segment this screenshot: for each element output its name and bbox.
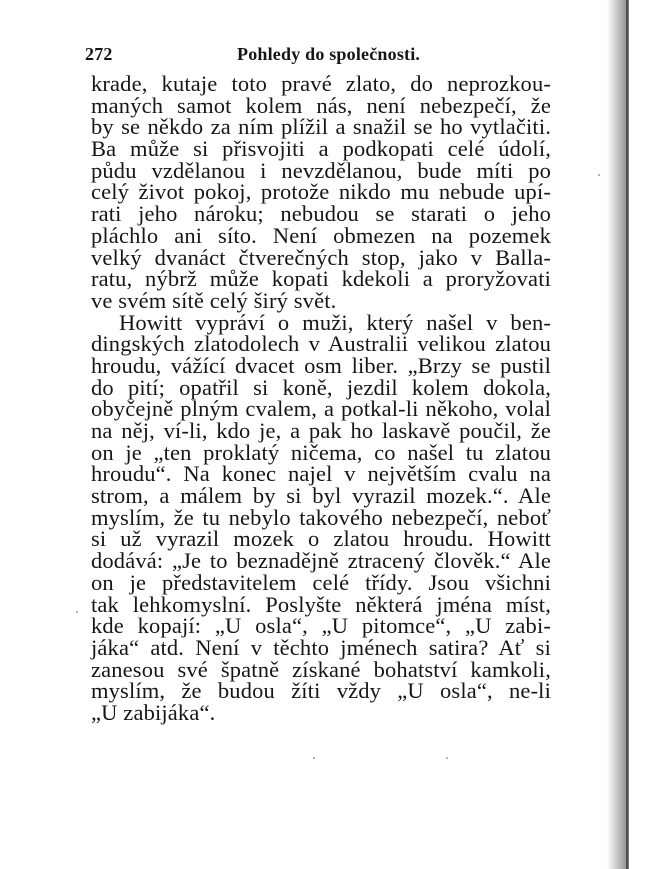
page-margin-right <box>629 0 649 869</box>
text-line: dodává: „Je to beznadějně ztracený člověk.“ Ale <box>91 548 551 574</box>
text-line: on je představitelem celé třídy. Jsou všichni <box>91 569 551 595</box>
text-line: na něj, ví-li, kdo je, a pak ho laskavě poučil, že <box>91 418 551 443</box>
text-line: krade, kutaje toto pravé zlato, do neprozkou- <box>91 71 551 96</box>
scan-speck <box>446 757 448 759</box>
text-line: myslím, že tu nebylo takového nebezpečí, neboť <box>91 504 551 530</box>
running-title: Pohledy do společnosti. <box>237 44 421 64</box>
text-line: půdu vzdělanou i nevzdělanou, bude míti po <box>91 157 551 183</box>
page-edge-line <box>626 0 628 869</box>
text-line: tak lehkomyslní. Poslyšte některá jména míst, <box>91 591 551 617</box>
scan-speck <box>76 611 78 613</box>
text-line: zanesou své špatně získané bohatství kamkoli, <box>91 656 551 682</box>
text-line: celý život pokoj, protože nikdo mu nebude upí- <box>91 179 551 205</box>
text-line: on je „ten proklatý ničema, co našel tu zlatou <box>91 439 551 465</box>
text-line: „U zabijáka“. <box>91 699 216 725</box>
text-line: by se někdo za ním plížil a snažil se ho vytlačiti. <box>91 114 551 140</box>
text-line: kde kopají: „U osla“, „U pitomce“, „U zabi- <box>91 613 551 639</box>
text-line: si už vyrazil mozek o zlatou hroudu. Howitt <box>91 526 551 552</box>
scan-speck <box>598 174 600 176</box>
text-line: pláchlo ani síto. Není obmezen na pozemek <box>91 222 551 248</box>
text-line: maných samot kolem nás, není nebezpečí, že <box>91 92 551 118</box>
text-line: hroudu, vážící dvacet osm liber. „Brzy se pustil <box>91 352 551 378</box>
text-line: hroudu“. Na konec najel v největším cvalu na <box>91 461 551 487</box>
text-line: obyčejně plným cvalem, a potkal-li někoho, volal <box>91 396 551 422</box>
paragraph-2 <box>91 309 551 725</box>
text-line: ratu, nýbrž může kopati kdekoli a proryžovati <box>91 266 551 292</box>
text-line: do pití; opatřil si koně, jezdil kolem dokola, <box>91 374 551 400</box>
text-line: myslím, že budou žíti vždy „U osla“, ne-li <box>91 678 551 704</box>
running-head <box>85 44 485 66</box>
text-line: Howitt vypráví o muži, který našel v ben- <box>119 309 551 335</box>
text-line: jáka“ atd. Není v těchto jménech satira? Ať si <box>91 634 551 660</box>
text-line: ve svém sítě celý širý svět. <box>91 287 337 313</box>
body-text <box>91 73 551 724</box>
page-number: 272 <box>85 44 113 64</box>
scan-speck <box>313 757 315 759</box>
text-line: strom, a málem by si byl vyrazil mozek.“. Ale <box>91 483 551 509</box>
text-line: dingských zlatodolech v Australii velikou zlatou <box>91 331 551 357</box>
paragraph-1 <box>91 73 551 312</box>
text-line: velký dvanáct čtverečných stop, jako v Balla- <box>91 244 551 270</box>
text-line: rati jeho nároku; nebudou se starati o jeho <box>91 201 551 227</box>
text-line: Ba může si přisvojiti a podkopati celé údolí, <box>91 136 551 162</box>
